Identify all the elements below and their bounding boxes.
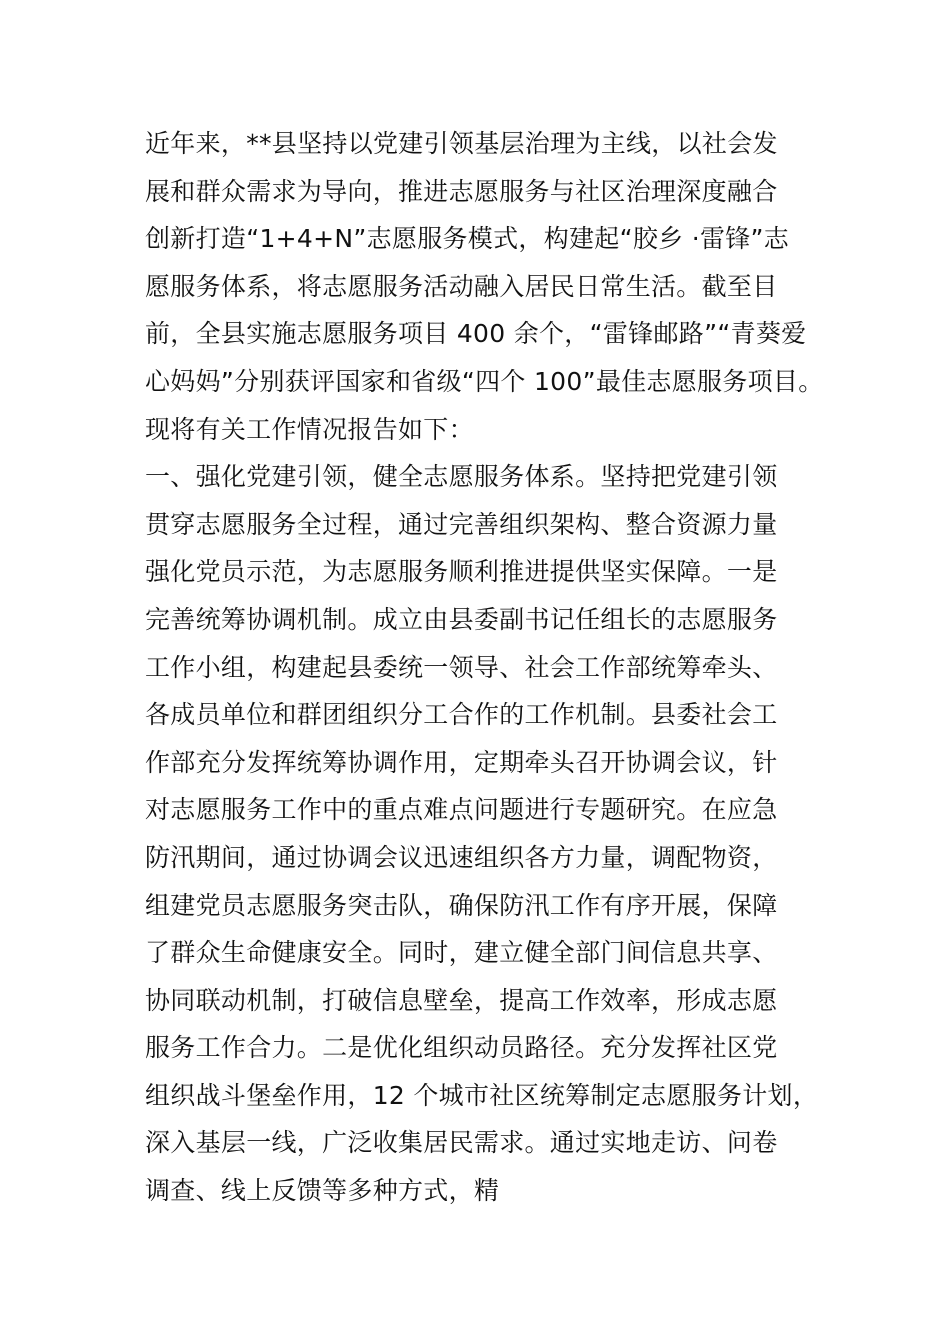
text-line-14: 作部充分发挥统筹协调作用，定期牵头召开协调会议，针 bbox=[145, 747, 778, 777]
text-line-1: 近年来，**县坚持以党建引领基层治理为主线，以社会发 bbox=[145, 129, 778, 158]
text-line-18: 了群众生命健康安全。同时，建立健全部门间信息共享、 bbox=[145, 938, 778, 968]
text-line-16: 防汛期间，通过协调会议迅速组织各方力量，调配物资， bbox=[145, 842, 778, 872]
text-line-17: 组建党员志愿服务突击队，确保防汛工作有序开展，保障 bbox=[145, 890, 778, 920]
text-line-5: 前，全县实施志愿服务项目 400 余个，“雷锋邮路”“青葵爱 bbox=[145, 319, 807, 349]
text-line-15: 对志愿服务工作中的重点难点问题进行专题研究。在应急 bbox=[145, 795, 778, 825]
text-line-21: 组织战斗堡垒作用，12 个城市社区统筹制定志愿服务计划， bbox=[145, 1080, 819, 1110]
text-line-20: 服务工作合力。二是优化组织动员路径。充分发挥社区党 bbox=[145, 1033, 778, 1063]
text-line-9: 贯穿志愿服务全过程，通过完善组织架构、整合资源力量 bbox=[145, 509, 778, 539]
text-line-22: 深入基层一线，广泛收集居民需求。通过实地走访、问卷 bbox=[145, 1128, 778, 1158]
text-line-19: 协同联动机制，打破信息壁垒，提高工作效率，形成志愿 bbox=[145, 985, 778, 1015]
text-line-12: 工作小组，构建起县委统一领导、社会工作部统筹牵头、 bbox=[145, 652, 778, 682]
text-line-13: 各成员单位和群团组织分工合作的工作机制。县委社会工 bbox=[145, 700, 778, 730]
text-line-3: 创新打造“1+4+N”志愿服务模式，构建起“胶乡 ·雷锋”志 bbox=[145, 224, 790, 254]
text-line-6: 心妈妈”分别获评国家和省级“四个 100”最佳志愿服务项目。 bbox=[145, 366, 824, 396]
text-line-7: 现将有关工作情况报告如下： bbox=[145, 414, 474, 444]
text-line-2: 展和群众需求为导向，推进志愿服务与社区治理深度融合 bbox=[145, 176, 778, 206]
section-heading-line: 一、强化党建引领，健全志愿服务体系。坚持把党建引领 bbox=[145, 462, 778, 492]
text-line-4: 愿服务体系，将志愿服务活动融入居民日常生活。截至目 bbox=[145, 271, 778, 301]
text-line-23: 调查、线上反馈等多种方式，精 bbox=[145, 1176, 500, 1206]
text-line-11: 完善统筹协调机制。成立由县委副书记任组长的志愿服务 bbox=[145, 604, 778, 634]
text-line-10: 强化党员示范，为志愿服务顺利推进提供坚实保障。一是 bbox=[145, 557, 778, 587]
document-body bbox=[145, 120, 845, 1215]
